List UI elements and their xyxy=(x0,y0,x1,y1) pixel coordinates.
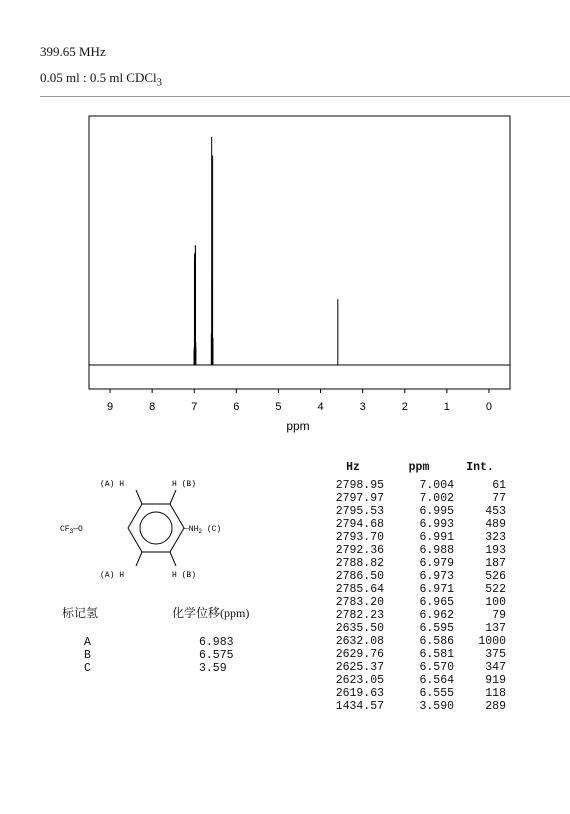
int-cell: 453 xyxy=(485,505,506,518)
ppm-cell: 6.971 xyxy=(419,583,454,596)
ppm-cell: 6.988 xyxy=(419,544,454,557)
int-cell: 347 xyxy=(485,661,506,674)
ppm-cell: 6.995 xyxy=(419,505,454,518)
ppm-cell: 6.595 xyxy=(419,622,454,635)
hz-cell: 2623.05 xyxy=(335,674,384,687)
table-row xyxy=(322,661,506,674)
col-header-ppm: ppm xyxy=(408,460,430,474)
x-tick-label: 5 xyxy=(275,401,282,413)
substituent-right xyxy=(183,525,221,535)
hz-cell: 2786.50 xyxy=(335,570,384,583)
ppm-cell: 6.965 xyxy=(419,596,454,609)
benzene-ring xyxy=(128,504,184,552)
table-row xyxy=(322,570,506,583)
hz-cell: 2632.08 xyxy=(335,635,384,648)
hz-cell: 2792.36 xyxy=(335,544,384,557)
table-row xyxy=(322,674,506,687)
c-text: (C) xyxy=(202,525,222,534)
shift-row xyxy=(84,649,259,662)
int-cell: 137 xyxy=(485,622,506,635)
int-cell: 61 xyxy=(492,479,506,492)
hz-cell: 2783.20 xyxy=(335,596,384,609)
int-cell: 323 xyxy=(485,531,506,544)
bond-b-top xyxy=(170,490,176,504)
table-row xyxy=(322,687,506,700)
x-tick-label: 8 xyxy=(149,401,156,413)
hz-cell: 2794.68 xyxy=(335,518,384,531)
hz-cell: 2625.37 xyxy=(335,661,384,674)
ppm-cell: 6.991 xyxy=(419,531,454,544)
shift-value: 3.59 xyxy=(199,662,227,675)
ppm-cell: 6.586 xyxy=(419,635,454,648)
int-cell: 375 xyxy=(485,648,506,661)
table-row xyxy=(322,700,506,713)
hz-cell: 1434.57 xyxy=(335,700,384,713)
table-row xyxy=(322,544,506,557)
x-tick-label: 9 xyxy=(106,401,114,413)
bond-a-bottom xyxy=(136,552,142,566)
table-row xyxy=(322,596,506,609)
ppm-cell: 6.973 xyxy=(419,570,454,583)
nh-subscript: 2 xyxy=(198,528,203,535)
hz-cell: 2782.23 xyxy=(335,609,384,622)
ppm-cell: 6.564 xyxy=(419,674,454,687)
ppm-cell: 7.004 xyxy=(419,479,454,492)
int-cell: 1000 xyxy=(478,635,506,648)
int-cell: 289 xyxy=(485,700,506,713)
int-cell: 77 xyxy=(492,492,506,505)
cf-text: CF xyxy=(60,525,70,534)
x-tick-label: 4 xyxy=(317,401,324,413)
peak-table xyxy=(322,455,506,713)
int-cell: 193 xyxy=(485,544,506,557)
solvent-text: 0.05 ml : 0.5 ml CDCl xyxy=(40,70,157,85)
shift-row xyxy=(84,636,259,649)
shift-label: C xyxy=(84,662,91,675)
shift-table-col1-header: 标记氢 xyxy=(62,606,99,620)
cf-subscript: 3 xyxy=(69,528,74,535)
label-b-bottom: H (B) xyxy=(172,571,197,580)
col-header-int: Int. xyxy=(466,460,494,474)
table-row xyxy=(322,531,506,544)
shift-row xyxy=(84,662,259,675)
table-row xyxy=(322,492,506,505)
shift-value: 6.983 xyxy=(199,636,234,649)
spectrometer-frequency: 399.65 MHz xyxy=(40,44,106,59)
hz-cell: 2635.50 xyxy=(335,622,384,635)
solvent-subscript: 3 xyxy=(156,76,163,89)
int-cell: 100 xyxy=(485,596,506,609)
x-tick-label: 1 xyxy=(443,401,450,413)
table-row xyxy=(322,609,506,622)
x-tick-label: 0 xyxy=(485,401,493,413)
int-cell: 118 xyxy=(485,687,506,700)
ppm-cell: 7.002 xyxy=(419,492,454,505)
ppm-cell: 6.979 xyxy=(419,557,454,570)
ppm-cell: 6.581 xyxy=(419,648,454,661)
hz-cell: 2629.76 xyxy=(335,648,384,661)
substituent-left xyxy=(60,525,83,535)
table-row xyxy=(322,505,506,518)
table-row xyxy=(322,518,506,531)
table-row xyxy=(322,583,506,596)
plot-frame xyxy=(89,116,510,389)
int-cell: 522 xyxy=(485,583,506,596)
x-tick-label: 2 xyxy=(401,401,408,413)
ppm-cell: 6.555 xyxy=(419,687,454,700)
shift-table xyxy=(84,636,259,675)
hz-cell: 2798.95 xyxy=(335,479,384,492)
int-cell: 526 xyxy=(485,570,506,583)
x-tick-label: 7 xyxy=(191,401,198,413)
peak-table-header xyxy=(322,455,506,479)
hz-cell: 2788.82 xyxy=(335,557,384,570)
table-row xyxy=(322,479,506,492)
table-row xyxy=(322,635,506,648)
int-cell: 919 xyxy=(485,674,506,687)
x-tick-label: 6 xyxy=(233,401,240,413)
ppm-cell: 6.570 xyxy=(419,661,454,674)
int-cell: 489 xyxy=(485,518,506,531)
table-row xyxy=(322,557,506,570)
hz-cell: 2793.70 xyxy=(335,531,384,544)
hz-cell: 2797.97 xyxy=(335,492,384,505)
int-cell: 187 xyxy=(485,557,506,570)
aromatic-circle xyxy=(140,512,172,544)
bond-b-bottom xyxy=(170,552,176,566)
molecule-structure xyxy=(60,478,290,588)
o-text: —O xyxy=(73,525,83,534)
ppm-cell: 3.590 xyxy=(419,700,454,713)
shift-value: 6.575 xyxy=(199,649,234,662)
int-cell: 79 xyxy=(492,609,506,622)
hz-cell: 2795.53 xyxy=(335,505,384,518)
col-header-hz: Hz xyxy=(346,460,360,474)
label-a-bottom: (A) H xyxy=(100,571,125,580)
label-a-top: (A) H xyxy=(100,480,125,489)
label-b-top: H (B) xyxy=(172,480,197,489)
shift-label: A xyxy=(84,636,91,649)
x-tick-label: 3 xyxy=(359,401,366,413)
hz-cell: 2619.63 xyxy=(335,687,384,700)
bond-a-top xyxy=(136,490,142,504)
shift-label: B xyxy=(84,649,91,662)
table-row xyxy=(322,648,506,661)
shift-table-col2-header: 化学位移(ppm) xyxy=(172,606,250,620)
ppm-cell: 6.993 xyxy=(419,518,454,531)
x-axis-label: ppm xyxy=(286,419,310,433)
hz-cell: 2785.64 xyxy=(335,583,384,596)
nh-text: —NH xyxy=(184,525,199,534)
ppm-cell: 6.962 xyxy=(419,609,454,622)
table-row xyxy=(322,622,506,635)
